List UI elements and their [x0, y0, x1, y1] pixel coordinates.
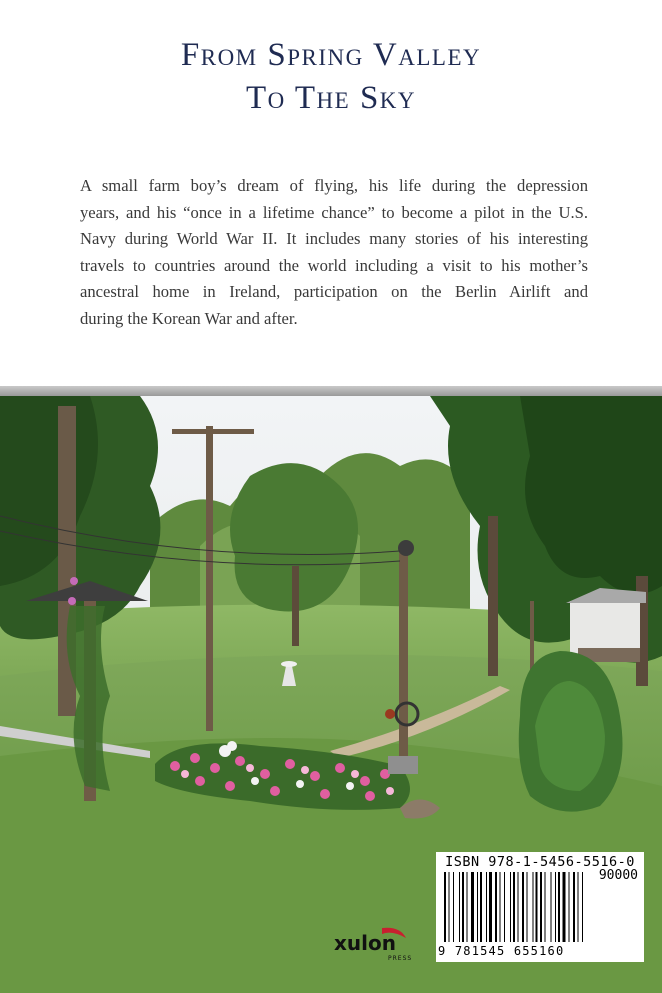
- barcode-bar: [504, 872, 505, 942]
- barcode-bar: [513, 872, 515, 942]
- barcode-digits: 9 781545 655160: [438, 944, 565, 958]
- book-description: [80, 173, 588, 333]
- barcode-bars: [444, 872, 636, 944]
- barcode-bar: [558, 872, 560, 942]
- barcode-bar: [510, 872, 511, 942]
- photo-top-border: [0, 386, 662, 396]
- description-line: A small farm boy’s dream of flying, his life during the depression: [80, 176, 588, 195]
- barcode-bar: [540, 872, 542, 942]
- barcode-bar: [563, 872, 566, 942]
- description-line: ancestral home in Ireland, participation on the Berlin Airlift and: [80, 282, 588, 302]
- title-line-2: To The Sky: [245, 80, 417, 116]
- barcode-bar: [480, 872, 482, 942]
- description-line: during the Korean War and after.: [80, 308, 298, 328]
- barcode-bar: [467, 872, 468, 942]
- barcode-bar: [518, 872, 519, 942]
- barcode-bar: [533, 872, 534, 942]
- svg-text:xulon: xulon: [334, 931, 396, 955]
- barcode-bar: [477, 872, 478, 942]
- barcode-bar: [459, 872, 460, 942]
- title-line-1: From Spring Valley: [180, 37, 482, 73]
- barcode-bar: [545, 872, 546, 942]
- barcode-bar: [551, 872, 552, 942]
- barcode-bar: [527, 872, 528, 942]
- barcode-bar: [582, 872, 583, 942]
- description-line: years, and his “once in a lifetime chance” to become a pilot in the U.S.: [80, 202, 588, 222]
- barcode-bar: [486, 872, 487, 942]
- price-code: 90000: [598, 868, 638, 883]
- book-title: [0, 34, 662, 120]
- barcode-bar: [573, 872, 575, 942]
- barcode-bar: [569, 872, 570, 942]
- barcode-bar: [453, 872, 454, 942]
- svg-text:PRESS: PRESS: [388, 955, 413, 962]
- barcode-bar: [522, 872, 524, 942]
- barcode-bar: [462, 872, 464, 942]
- description-line: travels to countries around the world including a visit to his mother’s: [80, 255, 588, 275]
- barcode-bar: [489, 872, 492, 942]
- isbn-number: ISBN 978-1-5456-5516-0: [445, 854, 635, 870]
- xulon-press-logo: [334, 924, 424, 964]
- barcode-bar: [500, 872, 501, 942]
- barcode-bar: [495, 872, 497, 942]
- description-line: Navy during World War II. It includes many stories of his interesting: [80, 229, 588, 249]
- isbn-barcode: [436, 852, 644, 962]
- barcode-bar: [444, 872, 446, 942]
- barcode-bar: [536, 872, 538, 942]
- barcode-bar: [471, 872, 474, 942]
- barcode-bar: [578, 872, 579, 942]
- barcode-bar: [555, 872, 556, 942]
- barcode-bar: [449, 872, 450, 942]
